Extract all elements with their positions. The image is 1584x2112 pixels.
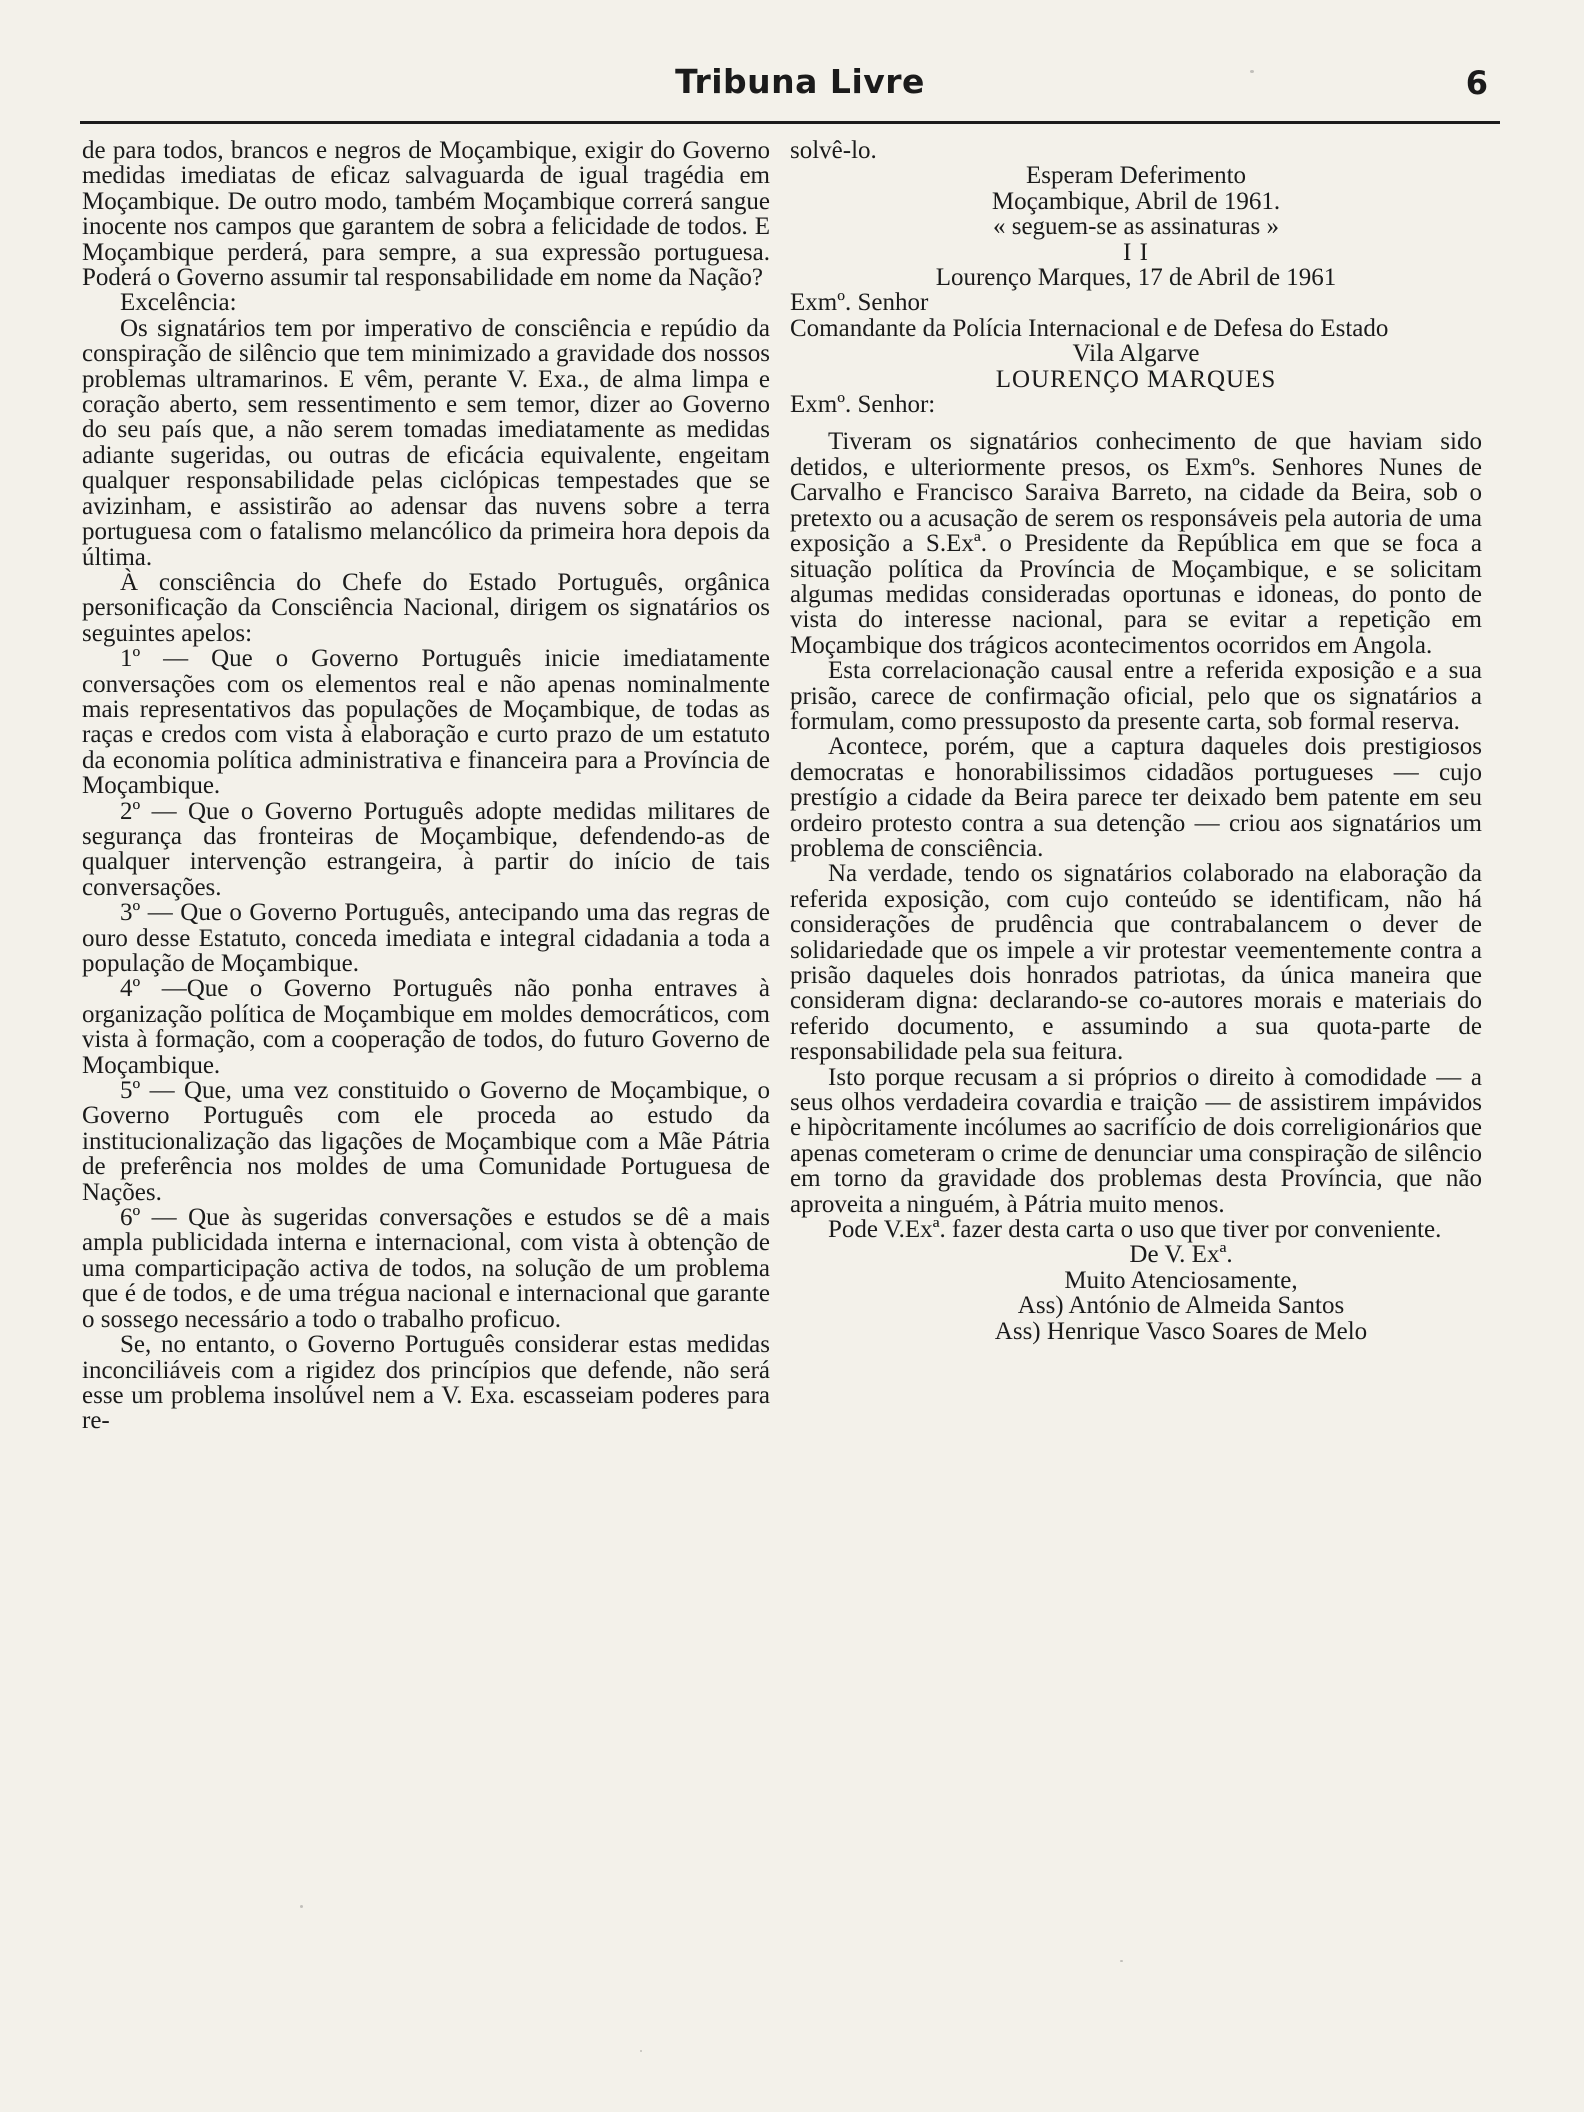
header-rule — [80, 121, 1500, 124]
section-mark: I I — [1123, 238, 1149, 266]
address-line: Vila Algarve — [1072, 340, 1200, 368]
appeal-item: 2º — Que o Governo Português adopte medidas militares de segurança das fronteiras de Moçambique, defendendo-as de qualquer intervenção estrangeira, à partir do início de tais conversações. — [82, 797, 770, 901]
paragraph: Os signatários tem por imperativo de consciência e repúdio da conspiração de silêncio que tem minimizado a gravidade dos nossos problemas ultramarinos. E vêm, perante V. Exa., de alma limpa e coração aberto, sem ressentimento e sem temor, dizer ao Governo do seu país que, a não serem tomadas imediatamente as medidas adiante sugeridas, ou outras de eficácia equivalente, engeitam qualquer responsabilidade pelas ciclópicas tempestades que se avizinham, e assistirão ao adensar das nuvens sobre a terra portuguesa com o fatalismo melancólico da primeira hora depois da última. — [82, 314, 770, 571]
appeal-item: 3º — Que o Governo Português, antecipando uma das regras de ouro desse Estatuto, conceda imediata e integral cidadania a toda a população de Moçambique. — [82, 899, 770, 977]
paragraph: Acontece, porém, que a captura daqueles dois prestigiosos democratas e honorabilissimos cidadãos portugueses — cujo prestígio a cidade da Beira parece ter deixado bem patente em seu ordeiro protesto contra a sua detenção — criou aos signatários um problema de consciência. — [790, 733, 1482, 862]
paragraph: Isto porque recusam a si próprios o direito à comodidade — a seus olhos verdadeira covardia e traição — de assistirem impávidos e hipòcritamente incólumes ao sacrifício de dois correligionários que apenas cometeram o crime de denunciar uma conspiração de silêncio em torno da gravidade dos problemas desta Província, que não aproveita a ninguém, à Pátria muito menos. — [790, 1063, 1482, 1218]
left-column — [82, 138, 770, 1434]
closing-line: De V. Exª. — [1129, 1241, 1233, 1269]
paragraph: Se, no entanto, o Governo Português considerar estas medidas inconciliáveis com a rigidez dos princípios que defende, não será esse um problema insolúvel nem a V. Exa. escasseiam poderes para re- — [82, 1331, 770, 1435]
page-number: 6 — [1465, 64, 1488, 102]
scan-speckle — [1250, 70, 1254, 73]
place-date: Lourenço Marques, 17 de Abril de 1961 — [935, 264, 1337, 292]
addressee-line: Exmº. Senhor — [790, 289, 929, 317]
paragraph: Esta correlacionação causal entre a referida exposição e a sua prisão, carece de confirmação oficial, pelo que os signatários a formulam, como pressuposto da presente carta, sob formal reserva. — [790, 657, 1482, 735]
scan-speckle — [640, 2050, 642, 2052]
paragraph: Tiveram os signatários conhecimento de que haviam sido detidos, e ulteriormente presos, os Exmºs. Senhores Nunes de Carvalho e Francisco Saraiva Barreto, na cidade da Beira, sob o pretexto ou a acusação de serem os responsáveis pela autoria de uma exposição a S.Exª. o Presidente da República em que se foca a situação política da Província de Moçambique, e se solicitam algumas medidas consideradas oportunas e idoneas, do ponto de vista do interesse nacional, para se evitar a repetição em Moçambique dos trágicos acontecimentos ocorridos em Angola. — [790, 428, 1482, 659]
paragraph: À consciência do Chefe do Estado Português, orgânica personificação da Consciência Nacional, dirigem os signatários os seguintes apelos: — [82, 568, 770, 647]
signature: Ass) Henrique Vasco Soares de Melo — [994, 1317, 1368, 1345]
scan-speckle — [1120, 1960, 1123, 1962]
paragraph: de para todos, brancos e negros de Moçambique, exigir do Governo medidas imediatas de eficaz salvaguarda de igual tragédia em Moçambique. De outro modo, também Moçambique correrá sangue inocente nos campos que garantem de sobra a felicidade de todos. E Moçambique perderá, para sempre, a sua expressão portuguesa. Poderá o Governo assumir tal responsabilidade em nome da Nação? — [82, 137, 770, 292]
closing-line: Esperam Deferimento — [1025, 162, 1247, 190]
signature: Ass) António de Almeida Santos — [1017, 1292, 1345, 1320]
addressee-line: Comandante da Polícia Internacional e de Defesa do Estado — [790, 314, 1389, 342]
appeal-item: 6º — Que às sugeridas conversações e estudos se dê a mais ampla publicidada interna e internacional, com vista à obtenção de uma comparticipação activa de todos, na solução de um problema que é de todos, e de uma trégua nacional e internacional que garante o sossego necessário a todo o trabalho proficuo. — [82, 1204, 770, 1333]
scan-speckle — [300, 1905, 303, 1908]
signatures-note: « seguem-se as assinaturas » — [992, 213, 1280, 241]
publication-title: Tribuna Livre — [675, 62, 925, 101]
address-line: LOURENÇO MARQUES — [995, 365, 1277, 393]
appeal-item: 5º — Que, uma vez constituido o Governo de Moçambique, o Governo Português com ele proceda ao estudo da institucionalização das ligações de Moçambique com a Mãe Pátria de preferência nos moldes de uma Comunidade Portuguesa de Nações. — [82, 1077, 770, 1206]
closing-line: Muito Atenciosamente, — [1064, 1266, 1298, 1294]
page-header — [80, 58, 1500, 124]
continuation-text: solvê-lo. — [790, 137, 877, 164]
paragraph: Excelência: — [120, 289, 237, 317]
salutation: Exmº. Senhor: — [790, 391, 936, 419]
appeal-item: 4º —Que o Governo Português não ponha entraves à organização política de Moçambique em moldes democráticos, com vista à formação, com a cooperação de todos, do futuro Governo de Moçambique. — [82, 975, 770, 1079]
paragraph: Pode V.Exª. fazer desta carta o uso que tiver por conveniente. — [828, 1216, 1442, 1244]
paragraph: Na verdade, tendo os signatários colaborado na elaboração da referida exposição, com cujo conteúdo se identificam, não há considerações de prudência que contrabalancem o dever de solidariedade que os impele a vir protestar veementemente contra a prisão daqueles dois honrados patriotas, da única maneira que consideram digna: declarando-se co-autores morais e materiais do referido documento, e assumindo a sua quota-parte de responsabilidade pela sua feitura. — [790, 860, 1482, 1066]
place-date: Moçambique, Abril de 1961. — [991, 187, 1281, 215]
right-column — [790, 138, 1482, 1344]
appeal-item: 1º — Que o Governo Português inicie imediatamente conversações com os elementos real e não apenas nominalmente mais representativos das populações de Moçambique, de todas as raças e credos com vista à elaboração e curto prazo de um estatuto da economia política administrativa e financeira para a Província de Moçambique. — [82, 645, 770, 800]
